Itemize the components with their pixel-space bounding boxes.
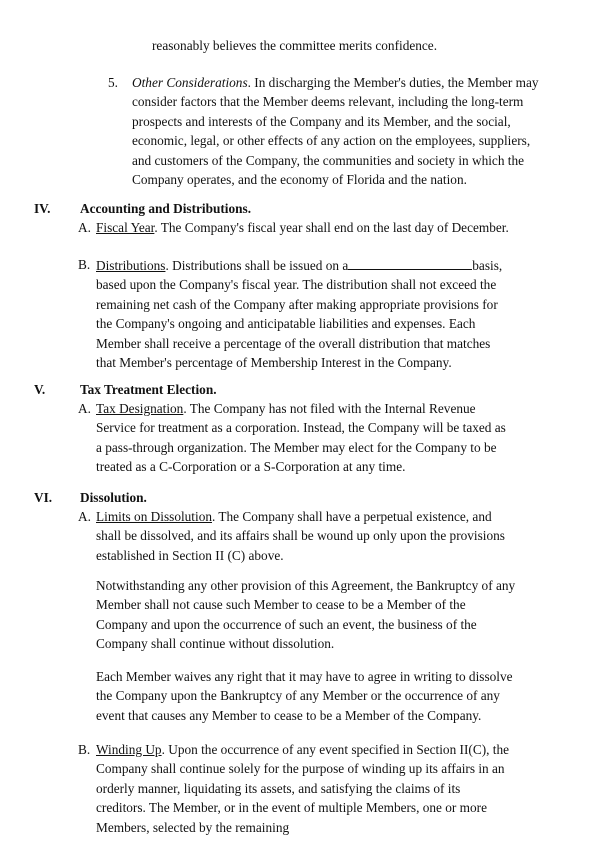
section-title: Dissolution.	[80, 490, 147, 505]
subsection-text: Distributions. Distributions shall be issued on a basis, based upon the Company's fiscal year. The distribution shall not exceed the remaining net cash of the Company after making appropriate provisions for the Company's ongoing and anticipatable liabilities and expenses. Each Member shall receive a percentage of the overall distribution that matches that Member's percentage of Membership Interest in the Company.	[96, 255, 512, 372]
fill-in-blank[interactable]	[348, 255, 472, 270]
section-title: Accounting and Distributions.	[80, 201, 252, 216]
subsection-title: Winding Up	[96, 742, 162, 757]
paragraph-waiver: Each Member waives any right that it may have to agree in writing to dissolve the Company upon the Bankruptcy of any Member or the occurrence of any event that causes any Member to cease to be a Member of the Company.	[96, 669, 513, 723]
item-title: Other Considerations	[132, 75, 248, 90]
subsection-letter: B.	[78, 257, 91, 272]
subsection-text: Limits on Dissolution. The Company shall have a perpetual existence, and shall be dissolved, and its affairs shall be wound up only upon the provisions established in Section II (C) above.	[96, 509, 505, 563]
continuation-text: reasonably believes the committee merits confidence.	[152, 38, 438, 53]
subsection-letter: B.	[78, 742, 91, 757]
item-number: 5.	[108, 75, 118, 90]
section-numeral: V.	[34, 382, 46, 397]
subsection-text: Winding Up. Upon the occurrence of any event specified in Section II(C), the Company shall continue solely for the purpose of winding up its affairs in an orderly manner, liquidating its assets, and satisfying the claims of its creditors. The Member, or in the event of multiple Members, one or more Members, selected by the remaining	[96, 742, 510, 835]
section-numeral: IV.	[34, 201, 51, 216]
section-numeral: VI.	[34, 490, 53, 505]
subsection-text: Fiscal Year. The Company's fiscal year shall end on the last day of December.	[96, 220, 509, 235]
item-text: . In discharging the Member's duties, the Member may consider factors that the Member deems relevant, including the long-term prospects and interests of the Company and its Member, and the social, economic, legal, or other effects of any action on the employees, suppliers, and customers of the Company, the communities and society in which the Company operates, and the economy of Florida and the nation.	[132, 75, 539, 188]
subsection-title: Fiscal Year	[96, 220, 155, 235]
subsection-title: Tax Designation	[96, 401, 184, 416]
subsection-text: Tax Designation. The Company has not filed with the Internal Revenue Service for treatment as a corporation. Instead, the Company will be taxed as a pass-through organization. The Member may elect for the Company to be treated as a C-Corporation or a S-Corporation at any time.	[96, 401, 506, 475]
subsection-letter: A.	[78, 401, 91, 416]
item-body	[132, 73, 548, 189]
subsection-title: Limits on Dissolution	[96, 509, 212, 524]
subsection-letter: A.	[78, 509, 91, 524]
section-title: Tax Treatment Election.	[80, 382, 217, 397]
subsection-title: Distributions	[96, 258, 166, 273]
paragraph-bankruptcy: Notwithstanding any other provision of this Agreement, the Bankruptcy of any Member shall not cause such Member to cease to be a Member of the Company and upon the occurrence of such an event, the business of the Company shall continue without dissolution.	[96, 578, 516, 652]
subsection-letter: A.	[78, 220, 91, 235]
